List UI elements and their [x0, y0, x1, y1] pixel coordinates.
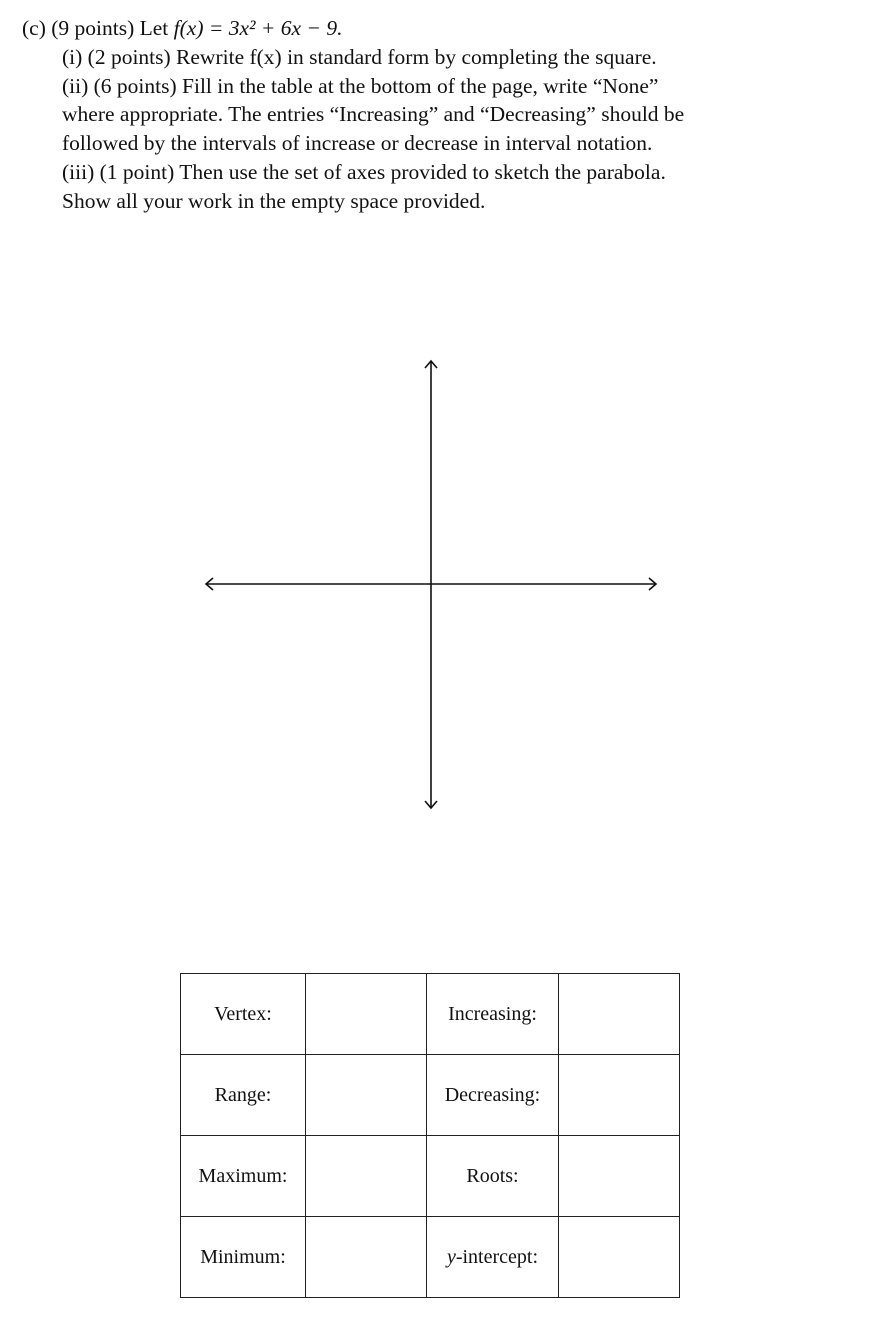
roots-answer-cell[interactable] — [559, 1136, 680, 1217]
part-iii-line-2: Show all your work in the empty space provided. — [62, 188, 486, 213]
part-iii-line-1: (iii) (1 point) Then use the set of axes provided to sketch the parabola. — [62, 159, 666, 184]
vertex-answer-cell[interactable] — [306, 974, 427, 1055]
part-ii-line-1: (ii) (6 points) Fill in the table at the bottom of the page, write “None” — [62, 73, 659, 98]
vertex-label: Vertex: — [181, 974, 306, 1055]
answer-table — [180, 973, 680, 1298]
table-row — [181, 1136, 680, 1217]
y-intercept-text: -intercept: — [455, 1245, 539, 1268]
y-intercept-variable: y — [446, 1245, 456, 1268]
part-ii-line-3: followed by the intervals of increase or decrease in interval notation. — [62, 131, 653, 156]
function-expression: f(x) = 3x² + 6x − 9. — [173, 16, 343, 40]
roots-label: Roots: — [427, 1136, 559, 1217]
table-row — [181, 974, 680, 1055]
table-row — [181, 1217, 680, 1298]
y-intercept-answer-cell[interactable] — [559, 1217, 680, 1298]
table-row — [181, 1055, 680, 1136]
maximum-label: Maximum: — [181, 1136, 306, 1217]
range-answer-cell[interactable] — [306, 1055, 427, 1136]
decreasing-label: Decreasing: — [427, 1055, 559, 1136]
part-i: (i) (2 points) Rewrite f(x) in standard form by completing the square. — [62, 44, 657, 69]
range-label: Range: — [181, 1055, 306, 1136]
minimum-answer-cell[interactable] — [306, 1217, 427, 1298]
increasing-label: Increasing: — [427, 974, 559, 1055]
part-ii-line-2: where appropriate. The entries “Increasing” and “Decreasing” should be — [62, 102, 685, 127]
increasing-answer-cell[interactable] — [559, 974, 680, 1055]
minimum-label: Minimum: — [181, 1217, 306, 1298]
part-label: (c) — [22, 16, 46, 40]
y-intercept-label — [427, 1217, 559, 1298]
maximum-answer-cell[interactable] — [306, 1136, 427, 1217]
decreasing-answer-cell[interactable] — [559, 1055, 680, 1136]
header-points: (9 points) Let — [51, 16, 169, 40]
